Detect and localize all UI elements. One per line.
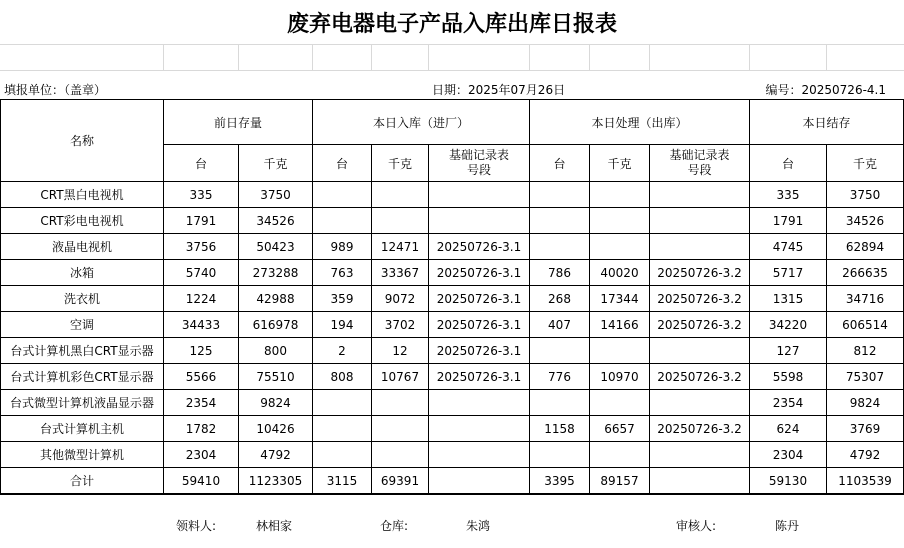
out-record-cell xyxy=(650,442,750,468)
prev-kg-cell: 616978 xyxy=(239,312,313,338)
prev-units-cell: 2304 xyxy=(164,442,239,468)
header-processed: 本日处理（出库） xyxy=(530,100,750,145)
in-units-cell: 989 xyxy=(313,234,372,260)
out-units-cell xyxy=(530,182,590,208)
in-record-cell: 20250726-3.1 xyxy=(429,234,530,260)
end-units-cell: 1791 xyxy=(750,208,827,234)
header-out-units: 台 xyxy=(530,145,590,182)
table-row xyxy=(1,260,904,286)
row-name-cell: 冰箱 xyxy=(1,260,164,286)
end-units-cell: 4745 xyxy=(750,234,827,260)
in-units-cell xyxy=(313,416,372,442)
prev-kg-cell: 9824 xyxy=(239,390,313,416)
end-kg-cell: 62894 xyxy=(827,234,904,260)
row-name-cell: 台式微型计算机液晶显示器 xyxy=(1,390,164,416)
out-units-cell xyxy=(530,208,590,234)
total-row xyxy=(1,468,904,495)
prev-units-cell: 1791 xyxy=(164,208,239,234)
prev-units-cell: 1224 xyxy=(164,286,239,312)
out-kg-cell: 14166 xyxy=(590,312,650,338)
prev-units-cell: 5740 xyxy=(164,260,239,286)
in-record-cell: 20250726-3.1 xyxy=(429,286,530,312)
row-name-cell: CRT黑白电视机 xyxy=(1,182,164,208)
prev-units-cell: 1782 xyxy=(164,416,239,442)
in-kg-cell xyxy=(372,390,429,416)
end-kg-cell: 4792 xyxy=(827,442,904,468)
filing-unit-label: 填报单位：（盖章） xyxy=(4,83,107,97)
end-kg-cell: 75307 xyxy=(827,364,904,390)
out-units-cell: 268 xyxy=(530,286,590,312)
in-record-cell: 20250726-3.1 xyxy=(429,338,530,364)
in-kg-cell: 12 xyxy=(372,338,429,364)
row-name-cell: 台式计算机黑白CRT显示器 xyxy=(1,338,164,364)
prev-units-cell: 125 xyxy=(164,338,239,364)
end-kg-cell: 812 xyxy=(827,338,904,364)
in-units-cell xyxy=(313,208,372,234)
prev-units-cell: 3756 xyxy=(164,234,239,260)
header-in-kg: 千克 xyxy=(372,145,429,182)
in-record-cell xyxy=(429,416,530,442)
out-units-cell xyxy=(530,390,590,416)
in-units-cell: 194 xyxy=(313,312,372,338)
out-record-cell xyxy=(650,182,750,208)
prev-kg-cell: 10426 xyxy=(239,416,313,442)
out-units-cell: 1158 xyxy=(530,416,590,442)
header-end-kg: 千克 xyxy=(827,145,904,182)
table-row xyxy=(1,208,904,234)
table-row xyxy=(1,364,904,390)
in-units-cell xyxy=(313,390,372,416)
out-record-cell xyxy=(650,338,750,364)
end-kg-cell: 3769 xyxy=(827,416,904,442)
in-record-cell xyxy=(429,468,530,495)
header-prev-units: 台 xyxy=(164,145,239,182)
end-units-cell: 5598 xyxy=(750,364,827,390)
header-end-stock: 本日结存 xyxy=(750,100,904,145)
in-kg-cell: 33367 xyxy=(372,260,429,286)
out-record-cell: 20250726-3.2 xyxy=(650,416,750,442)
out-kg-cell: 40020 xyxy=(590,260,650,286)
in-units-cell xyxy=(313,442,372,468)
row-name-cell: 空调 xyxy=(1,312,164,338)
warehouse-name: 朱鸿 xyxy=(466,519,491,533)
table-row xyxy=(1,312,904,338)
end-kg-cell: 606514 xyxy=(827,312,904,338)
end-units-cell: 59130 xyxy=(750,468,827,495)
in-kg-cell xyxy=(372,182,429,208)
header-prev-kg: 千克 xyxy=(239,145,313,182)
out-units-cell xyxy=(530,338,590,364)
out-kg-cell xyxy=(590,390,650,416)
end-kg-cell: 266635 xyxy=(827,260,904,286)
header-end-units: 台 xyxy=(750,145,827,182)
in-kg-cell xyxy=(372,442,429,468)
in-record-cell xyxy=(429,208,530,234)
inventory-table xyxy=(0,99,904,495)
prev-units-cell: 5566 xyxy=(164,364,239,390)
header-prev-stock: 前日存量 xyxy=(164,100,313,145)
in-record-cell xyxy=(429,182,530,208)
row-name-cell: 液晶电视机 xyxy=(1,234,164,260)
end-units-cell: 5717 xyxy=(750,260,827,286)
in-record-cell: 20250726-3.1 xyxy=(429,260,530,286)
end-kg-cell: 34716 xyxy=(827,286,904,312)
out-kg-cell xyxy=(590,338,650,364)
table-row xyxy=(1,338,904,364)
out-kg-cell: 89157 xyxy=(590,468,650,495)
out-record-cell: 20250726-3.2 xyxy=(650,260,750,286)
in-units-cell xyxy=(313,182,372,208)
prev-units-cell: 34433 xyxy=(164,312,239,338)
prev-kg-cell: 800 xyxy=(239,338,313,364)
out-kg-cell xyxy=(590,182,650,208)
out-record-cell xyxy=(650,468,750,495)
in-record-cell xyxy=(429,442,530,468)
table-row xyxy=(1,182,904,208)
in-units-cell: 3115 xyxy=(313,468,372,495)
in-units-cell: 359 xyxy=(313,286,372,312)
prev-units-cell: 335 xyxy=(164,182,239,208)
end-kg-cell: 3750 xyxy=(827,182,904,208)
in-kg-cell: 3702 xyxy=(372,312,429,338)
prev-units-cell: 2354 xyxy=(164,390,239,416)
row-name-cell: CRT彩电电视机 xyxy=(1,208,164,234)
header-out-record: 基础记录表号段 xyxy=(650,145,750,182)
prev-kg-cell: 75510 xyxy=(239,364,313,390)
row-name-cell: 台式计算机彩色CRT显示器 xyxy=(1,364,164,390)
out-record-cell: 20250726-3.2 xyxy=(650,312,750,338)
header-in-record: 基础记录表号段 xyxy=(429,145,530,182)
header-row-groups xyxy=(1,100,904,145)
out-record-cell xyxy=(650,390,750,416)
out-record-cell xyxy=(650,208,750,234)
out-record-cell: 20250726-3.2 xyxy=(650,286,750,312)
out-units-cell xyxy=(530,442,590,468)
prev-kg-cell: 42988 xyxy=(239,286,313,312)
row-name-cell: 其他微型计算机 xyxy=(1,442,164,468)
in-record-cell: 20250726-3.1 xyxy=(429,312,530,338)
in-kg-cell: 12471 xyxy=(372,234,429,260)
out-units-cell: 3395 xyxy=(530,468,590,495)
signature-footer xyxy=(0,502,904,548)
receiver-name: 林相家 xyxy=(256,519,293,533)
table-row xyxy=(1,234,904,260)
prev-kg-cell: 3750 xyxy=(239,182,313,208)
end-units-cell: 2354 xyxy=(750,390,827,416)
end-kg-cell: 34526 xyxy=(827,208,904,234)
in-kg-cell: 69391 xyxy=(372,468,429,495)
table-row xyxy=(1,286,904,312)
out-kg-cell: 6657 xyxy=(590,416,650,442)
out-kg-cell: 17344 xyxy=(590,286,650,312)
in-kg-cell xyxy=(372,208,429,234)
end-kg-cell: 1103539 xyxy=(827,468,904,495)
table-row xyxy=(1,416,904,442)
end-units-cell: 2304 xyxy=(750,442,827,468)
in-units-cell: 808 xyxy=(313,364,372,390)
out-record-cell: 20250726-3.2 xyxy=(650,364,750,390)
blank-grid-row xyxy=(0,44,904,71)
out-kg-cell xyxy=(590,208,650,234)
table-row xyxy=(1,390,904,416)
in-record-cell: 20250726-3.1 xyxy=(429,364,530,390)
warehouse-label: 仓库: xyxy=(380,519,409,533)
out-kg-cell xyxy=(590,234,650,260)
end-units-cell: 1315 xyxy=(750,286,827,312)
header-name: 名称 xyxy=(1,100,164,182)
row-name-cell: 洗衣机 xyxy=(1,286,164,312)
header-inbound: 本日入库（进厂） xyxy=(313,100,530,145)
report-date: 日期：2025年07月26日 xyxy=(432,83,566,97)
out-units-cell: 786 xyxy=(530,260,590,286)
prev-kg-cell: 1123305 xyxy=(239,468,313,495)
report-title: 废弃电器电子产品入库出库日报表 xyxy=(0,0,904,45)
header-out-kg: 千克 xyxy=(590,145,650,182)
row-name-cell: 合计 xyxy=(1,468,164,495)
end-units-cell: 34220 xyxy=(750,312,827,338)
in-kg-cell: 10767 xyxy=(372,364,429,390)
in-units-cell: 2 xyxy=(313,338,372,364)
prev-units-cell: 59410 xyxy=(164,468,239,495)
reviewer-label: 审核人: xyxy=(676,519,717,533)
in-units-cell: 763 xyxy=(313,260,372,286)
in-kg-cell xyxy=(372,416,429,442)
reviewer-name: 陈丹 xyxy=(775,519,800,533)
report-number: 编号：20250726-4.1 xyxy=(765,83,886,97)
out-units-cell: 407 xyxy=(530,312,590,338)
out-kg-cell xyxy=(590,442,650,468)
end-units-cell: 335 xyxy=(750,182,827,208)
out-units-cell xyxy=(530,234,590,260)
prev-kg-cell: 273288 xyxy=(239,260,313,286)
end-kg-cell: 9824 xyxy=(827,390,904,416)
prev-kg-cell: 50423 xyxy=(239,234,313,260)
header-in-units: 台 xyxy=(313,145,372,182)
receiver-label: 领料人: xyxy=(176,519,217,533)
end-units-cell: 624 xyxy=(750,416,827,442)
row-name-cell: 台式计算机主机 xyxy=(1,416,164,442)
prev-kg-cell: 4792 xyxy=(239,442,313,468)
end-units-cell: 127 xyxy=(750,338,827,364)
out-kg-cell: 10970 xyxy=(590,364,650,390)
table-row xyxy=(1,442,904,468)
out-record-cell xyxy=(650,234,750,260)
prev-kg-cell: 34526 xyxy=(239,208,313,234)
report-meta-row xyxy=(0,70,904,100)
in-kg-cell: 9072 xyxy=(372,286,429,312)
out-units-cell: 776 xyxy=(530,364,590,390)
in-record-cell xyxy=(429,390,530,416)
